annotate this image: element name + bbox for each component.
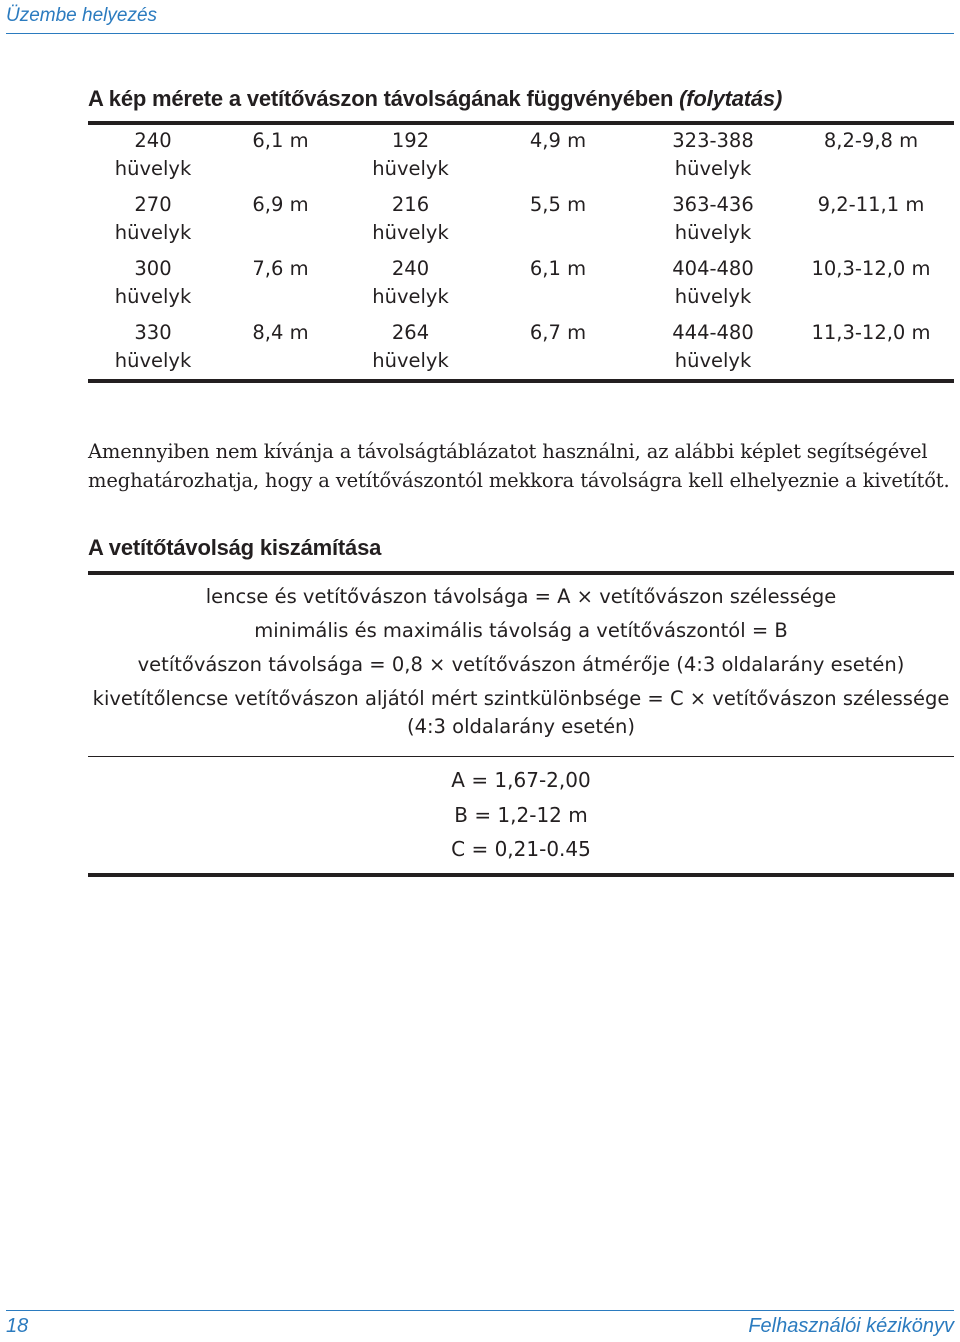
running-header-title: Üzembe helyezés: [6, 5, 158, 26]
page-number: 18: [6, 1315, 29, 1337]
cell-text: 240: [391, 257, 430, 280]
table-cell: [788, 255, 954, 319]
intro-paragraph: [88, 437, 954, 495]
table-title-text: A kép mérete a vetítővászon távolságának függvényében: [88, 86, 674, 111]
constants-block: [88, 763, 954, 867]
table-cell: [478, 319, 638, 383]
cell-text: hüvelyk: [114, 157, 192, 180]
header-rule: [6, 33, 954, 34]
constant-b: B = 1,2-12 m: [454, 802, 588, 827]
cell-text: 6,9 m: [252, 193, 309, 216]
cell-text: hüvelyk: [114, 349, 192, 372]
formula-line: minimális és maximális távolság a vetítővászontól = B: [254, 619, 788, 642]
cell-text: 270: [134, 193, 172, 216]
formula-line: lencse és vetítővászon távolsága = A × vetítővászon szélessége: [205, 585, 837, 608]
table-cell: [478, 191, 638, 255]
calc-top-rule: [88, 571, 954, 575]
distance-table-body: [88, 127, 954, 383]
constant-c: C = 0,21-0.45: [451, 837, 591, 861]
table-row: [88, 255, 954, 319]
table-cell: [88, 127, 218, 191]
cell-text: 330: [134, 321, 172, 344]
table-cell: [343, 319, 478, 383]
formula-divider: [88, 756, 954, 757]
cell-text: hüvelyk: [674, 221, 752, 244]
cell-text: 8,4 m: [252, 321, 309, 344]
table-row: [88, 191, 954, 255]
cell-text: 4,9 m: [529, 129, 587, 152]
table-cell: [88, 255, 218, 319]
table-section-title: [88, 86, 782, 112]
cell-text: 8,2-9,8 m: [823, 129, 919, 152]
cell-text: 444-480: [672, 321, 754, 344]
cell-text: 10,3-12,0 m: [811, 257, 931, 280]
cell-text: 192: [391, 129, 430, 152]
table-cell: [478, 255, 638, 319]
constant-a: A = 1,67-2,00: [451, 768, 591, 792]
paragraph-line-2: meghatározhatja, hogy a vetítővászontól mekkora távolságra kell elhelyeznie a kivetítőt.: [88, 469, 950, 492]
table-row: [88, 319, 954, 383]
table-cell: [478, 127, 638, 191]
distance-table: [88, 127, 954, 383]
cell-text: 216: [391, 193, 430, 216]
cell-text: 11,3-12,0 m: [811, 321, 931, 344]
table-cell: [88, 191, 218, 255]
cell-text: hüvelyk: [372, 221, 449, 244]
cell-text: 6,1 m: [252, 129, 309, 152]
table-top-rule: [88, 121, 954, 125]
cell-text: 323-388: [672, 129, 754, 152]
cell-text: 5,5 m: [529, 193, 587, 216]
footer-book-title: Felhasználói kézikönyv: [748, 1315, 954, 1337]
table-cell: [88, 319, 218, 383]
cell-text: hüvelyk: [674, 157, 752, 180]
formula-block: [88, 583, 954, 741]
cell-text: 240: [134, 129, 172, 152]
cell-text: 264: [391, 321, 430, 344]
table-cell: [788, 319, 954, 383]
table-cell: [343, 127, 478, 191]
table-cell: [638, 127, 788, 191]
cell-text: hüvelyk: [674, 285, 752, 308]
calc-section-title: A vetítőtávolság kiszámítása: [88, 535, 382, 560]
table-cell: [788, 191, 954, 255]
cell-text: 6,1 m: [529, 257, 587, 280]
calc-bottom-rule: [88, 873, 954, 877]
cell-text: 404-480: [672, 257, 754, 280]
table-cell: [218, 191, 343, 255]
cell-text: 300: [134, 257, 172, 280]
formula-line: (4:3 oldalarány esetén): [406, 715, 636, 738]
cell-text: hüvelyk: [372, 285, 449, 308]
table-cell: [218, 255, 343, 319]
table-cell: [638, 255, 788, 319]
table-bottom-rule: [88, 379, 954, 383]
table-cell: [638, 319, 788, 383]
cell-text: hüvelyk: [674, 349, 752, 372]
cell-text: hüvelyk: [372, 157, 449, 180]
footer-rule: [6, 1310, 954, 1311]
table-cell: [218, 127, 343, 191]
paragraph-line-1: Amennyiben nem kívánja a távolságtáblázatot használni, az alábbi képlet segítségével: [88, 440, 928, 463]
table-cell: [788, 127, 954, 191]
table-cell: [638, 191, 788, 255]
table-cell: [218, 319, 343, 383]
cell-text: hüvelyk: [114, 285, 192, 308]
table-cell: [343, 255, 478, 319]
table-cell: [343, 191, 478, 255]
table-row: [88, 127, 954, 191]
cell-text: hüvelyk: [114, 221, 192, 244]
table-title-suffix: (folytatás): [679, 86, 783, 111]
cell-text: 6,7 m: [529, 321, 587, 344]
formula-line: kivetítőlencse vetítővászon aljától mért szintkülönbsége = C × vetítővászon szélessége: [92, 687, 950, 710]
cell-text: 363-436: [672, 193, 754, 216]
cell-text: 7,6 m: [252, 257, 309, 280]
cell-text: hüvelyk: [372, 349, 449, 372]
cell-text: 9,2-11,1 m: [817, 193, 925, 216]
formula-line: vetítővászon távolsága = 0,8 × vetítővászon átmérője (4:3 oldalarány esetén): [137, 653, 905, 676]
